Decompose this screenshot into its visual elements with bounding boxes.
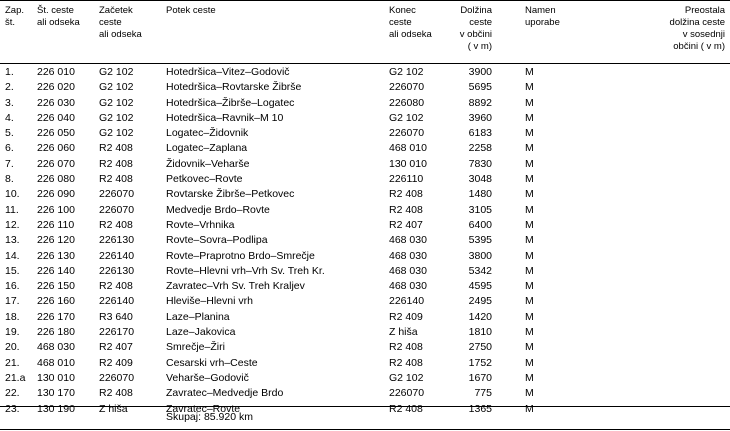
- header-row-number: [5, 5, 24, 29]
- cell-road-course: Rovte–Vrhnika: [166, 218, 235, 231]
- cell-road-number: 226 100: [37, 203, 75, 216]
- cell-usage: M: [525, 310, 534, 323]
- cell-row-number: 16.: [5, 280, 20, 293]
- header-road-course: [166, 5, 216, 17]
- cell-road-start: 226130: [99, 234, 135, 247]
- cell-road-start: 226070: [99, 203, 135, 216]
- cell-road-course: Medvedje Brdo–Rovte: [166, 203, 270, 216]
- table-row: [0, 371, 730, 386]
- cell-road-end: 468 030: [389, 280, 427, 293]
- cell-road-number: 226 180: [37, 326, 75, 339]
- cell-road-end: R2 408: [389, 203, 423, 216]
- cell-road-start: R2 408: [99, 280, 133, 293]
- cell-road-number: 226 020: [37, 81, 75, 94]
- cell-row-number: 12.: [5, 218, 20, 231]
- cell-road-start: R2 408: [99, 157, 133, 170]
- cell-row-number: 3.: [5, 96, 14, 109]
- header-line: št.: [5, 17, 16, 28]
- cell-row-number: 11.: [5, 203, 19, 216]
- header-line: ceste: [469, 17, 492, 28]
- table-row: [0, 233, 730, 248]
- table-row: [0, 111, 730, 126]
- cell-row-number: 22.: [5, 387, 20, 400]
- cell-row-number: 7.: [5, 157, 14, 170]
- table-row: [0, 65, 730, 80]
- cell-road-number: 226 170: [37, 310, 75, 323]
- cell-length-in-municipality: 1420: [468, 310, 492, 323]
- cell-road-end: 468 010: [389, 142, 427, 155]
- total-length: Skupaj: 85.920 km: [166, 411, 253, 423]
- cell-road-end: 468 030: [389, 249, 427, 262]
- cell-road-number: 226 030: [37, 96, 75, 109]
- cell-usage: M: [525, 66, 534, 78]
- table-row: [0, 264, 730, 279]
- cell-road-start: 226070: [99, 371, 135, 384]
- table-row: [0, 218, 730, 233]
- table-row: [0, 279, 730, 294]
- cell-road-end: R2 408: [389, 188, 423, 201]
- cell-usage: M: [525, 371, 534, 384]
- cell-length-in-municipality: 8892: [468, 96, 492, 109]
- cell-road-end: 226080: [389, 96, 425, 109]
- cell-road-number: 130 190: [37, 402, 75, 415]
- cell-road-end: 226110: [389, 173, 424, 186]
- cell-usage: M: [525, 142, 534, 155]
- cell-road-start: Z hiša: [99, 402, 128, 415]
- cell-road-start: R2 409: [99, 356, 133, 369]
- header-road-start: [99, 5, 142, 41]
- cell-road-course: Laze–Planina: [166, 310, 230, 323]
- cell-row-number: 2.: [5, 81, 14, 94]
- cell-length-in-municipality: 5342: [468, 264, 492, 277]
- cell-row-number: 21.a: [5, 371, 26, 384]
- cell-road-number: 130 010: [37, 371, 75, 384]
- cell-road-number: 130 170: [37, 387, 75, 400]
- cell-road-end: Z hiša: [389, 326, 418, 339]
- cell-road-end: G2 102: [389, 371, 424, 384]
- header-line: Konec: [389, 5, 416, 16]
- cell-length-in-municipality: 7830: [468, 157, 492, 170]
- cell-road-course: Smrečje–Žiri: [166, 341, 225, 354]
- cell-length-in-municipality: 5695: [468, 81, 492, 94]
- table-body: [0, 65, 730, 417]
- cell-usage: M: [525, 218, 534, 231]
- cell-road-number: 226 070: [37, 157, 75, 170]
- cell-road-number: 468 030: [37, 341, 75, 354]
- cell-road-start: G2 102: [99, 127, 134, 140]
- cell-road-course: Logatec–Židovnik: [166, 127, 249, 140]
- table-row: [0, 172, 730, 187]
- cell-road-start: G2 102: [99, 111, 134, 124]
- cell-row-number: 14.: [5, 249, 20, 262]
- cell-road-end: R2 408: [389, 341, 423, 354]
- cell-row-number: 6.: [5, 142, 14, 155]
- cell-road-number: 226 110: [37, 218, 75, 231]
- cell-road-start: 226130: [99, 264, 135, 277]
- cell-road-end: 226070: [389, 387, 425, 400]
- cell-length-in-municipality: 1365: [468, 402, 492, 415]
- cell-road-course: Rovte–Praprotno Brdo–Smrečje: [166, 249, 315, 262]
- cell-road-end: 226070: [389, 81, 425, 94]
- cell-road-number: 226 040: [37, 111, 75, 124]
- header-usage: [525, 5, 560, 29]
- cell-usage: M: [525, 387, 534, 400]
- cell-road-number: 226 050: [37, 127, 75, 140]
- cell-road-start: 226140: [99, 249, 135, 262]
- cell-usage: M: [525, 203, 534, 216]
- cell-usage: M: [525, 280, 534, 293]
- table-row: [0, 157, 730, 172]
- cell-road-course: Židovnik–Veharše: [166, 157, 250, 170]
- cell-road-course: Rovte–Hlevni vrh–Vrh Sv. Treh Kr.: [166, 264, 325, 277]
- cell-usage: M: [525, 234, 534, 247]
- table-row: [0, 126, 730, 141]
- header-line: Preostala: [684, 5, 725, 16]
- cell-length-in-municipality: 6183: [468, 127, 492, 140]
- cell-road-course: Veharše–Godovič: [166, 371, 249, 384]
- cell-road-number: 226 060: [37, 142, 75, 155]
- cell-road-end: G2 102: [389, 111, 424, 124]
- cell-road-start: G2 102: [99, 81, 134, 94]
- cell-row-number: 19.: [5, 326, 20, 339]
- header-line: v sosednji: [682, 29, 725, 40]
- cell-length-in-municipality: 1670: [468, 371, 492, 384]
- header-line: ali odseka: [37, 17, 80, 28]
- cell-road-course: Laze–Jakovica: [166, 326, 236, 339]
- cell-road-number: 226 080: [37, 173, 75, 186]
- header-line: uporabe: [525, 17, 560, 28]
- cell-length-in-municipality: 3800: [468, 249, 492, 262]
- cell-road-start: 226140: [99, 295, 135, 308]
- cell-usage: M: [525, 96, 534, 109]
- cell-row-number: 18.: [5, 310, 20, 323]
- cell-row-number: 20.: [5, 341, 20, 354]
- cell-road-course: Hotedršica–Rovtarske Žibrše: [166, 81, 302, 94]
- cell-road-number: 226 150: [37, 280, 75, 293]
- table-row: [0, 340, 730, 355]
- table-row: [0, 203, 730, 218]
- cell-road-end: R2 408: [389, 402, 423, 415]
- cell-road-course: Zavratec–Medvedje Brdo: [166, 387, 284, 400]
- cell-road-start: R2 408: [99, 142, 133, 155]
- cell-usage: M: [525, 356, 534, 369]
- header-line: Potek ceste: [166, 5, 216, 16]
- table-row: [0, 356, 730, 371]
- cell-row-number: 17.: [5, 295, 20, 308]
- cell-road-number: 226 140: [37, 264, 75, 277]
- header-bottom-rule: [0, 63, 730, 64]
- header-line: ali odseka: [389, 29, 432, 40]
- cell-road-course: Hotedršica–Ravnik–M 10: [166, 111, 284, 124]
- cell-road-start: 226070: [99, 188, 135, 201]
- cell-length-in-municipality: 4595: [468, 280, 492, 293]
- cell-road-number: 226 120: [37, 234, 75, 247]
- table-row: [0, 249, 730, 264]
- cell-length-in-municipality: 3105: [468, 203, 492, 216]
- cell-length-in-municipality: 775: [474, 387, 492, 400]
- header-remaining-length: [670, 5, 725, 53]
- cell-length-in-municipality: 1480: [468, 188, 492, 201]
- header-road-end: [389, 5, 432, 41]
- cell-road-end: R2 407: [389, 218, 423, 231]
- cell-row-number: 10.: [5, 188, 20, 201]
- cell-road-end: R2 408: [389, 356, 423, 369]
- cell-road-end: 226140: [389, 295, 425, 308]
- header-line: Zap.: [5, 5, 25, 16]
- table-row: [0, 386, 730, 401]
- cell-road-course: Petkovec–Rovte: [166, 173, 243, 186]
- cell-road-course: Hotedršica–Žibrše–Logatec: [166, 96, 295, 109]
- cell-road-start: R2 408: [99, 218, 133, 231]
- cell-usage: M: [525, 173, 534, 186]
- cell-road-number: 468 010: [37, 356, 75, 369]
- cell-road-course: Hleviše–Hlevni vrh: [166, 295, 253, 308]
- cell-road-start: R2 408: [99, 173, 133, 186]
- header-line: občini ( v m): [673, 41, 725, 52]
- table-row: [0, 96, 730, 111]
- header-line: Namen: [525, 5, 556, 16]
- cell-road-start: R3 640: [99, 310, 133, 323]
- header-line: ali odseka: [99, 29, 142, 40]
- table-top-rule: [0, 0, 730, 1]
- cell-length-in-municipality: 1810: [468, 326, 492, 339]
- cell-row-number: 1.: [5, 66, 14, 78]
- cell-road-course: Logatec–Zaplana: [166, 142, 248, 155]
- cell-usage: M: [525, 81, 534, 94]
- cell-row-number: 23.: [5, 402, 20, 415]
- cell-road-start: G2 102: [99, 66, 134, 78]
- header-length-in-municipality: [460, 5, 492, 53]
- cell-length-in-municipality: 3960: [468, 111, 492, 124]
- cell-road-start: R2 407: [99, 341, 133, 354]
- cell-road-course: Rovte–Sovra–Podlipa: [166, 234, 268, 247]
- header-line: Št. ceste: [37, 5, 74, 16]
- cell-usage: M: [525, 111, 534, 124]
- header-line: ceste: [389, 17, 412, 28]
- cell-road-course: Cesarski vrh–Ceste: [166, 356, 258, 369]
- cell-length-in-municipality: 3048: [468, 173, 492, 186]
- cell-road-end: 130 010: [389, 157, 427, 170]
- cell-usage: M: [525, 249, 534, 262]
- cell-length-in-municipality: 5395: [468, 234, 492, 247]
- header-line: dolžina ceste: [669, 17, 725, 28]
- total-top-rule: [0, 406, 730, 407]
- cell-length-in-municipality: 2258: [468, 142, 492, 155]
- header-line: ( v m): [467, 41, 492, 52]
- cell-road-number: 226 010: [37, 66, 75, 78]
- cell-road-course: Zavratec–Rovte: [166, 402, 241, 415]
- cell-length-in-municipality: 3900: [468, 66, 492, 78]
- header-line: v občini: [459, 29, 492, 40]
- cell-usage: M: [525, 295, 534, 308]
- cell-row-number: 21.: [5, 356, 20, 369]
- cell-usage: M: [525, 402, 534, 415]
- cell-length-in-municipality: 2750: [468, 341, 492, 354]
- cell-row-number: 8.: [5, 173, 14, 186]
- cell-road-start: R2 408: [99, 387, 133, 400]
- header-line: Dolžina: [460, 5, 492, 16]
- table-row: [0, 294, 730, 309]
- cell-road-start: 226170: [99, 326, 135, 339]
- cell-road-end: G2 102: [389, 66, 424, 78]
- cell-row-number: 5.: [5, 127, 14, 140]
- cell-usage: M: [525, 326, 534, 339]
- cell-road-course: Rovtarske Žibrše–Petkovec: [166, 188, 295, 201]
- table-bottom-rule: [0, 429, 730, 430]
- cell-road-course: Zavratec–Vrh Sv. Treh Kraljev: [166, 280, 305, 293]
- cell-road-number: 226 090: [37, 188, 75, 201]
- table-row: [0, 325, 730, 340]
- cell-road-start: G2 102: [99, 96, 134, 109]
- cell-road-end: 468 030: [389, 234, 427, 247]
- cell-row-number: 13.: [5, 234, 20, 247]
- table-row: [0, 402, 730, 417]
- cell-usage: M: [525, 188, 534, 201]
- header-road-number: [37, 5, 80, 29]
- cell-usage: M: [525, 157, 534, 170]
- cell-road-number: 226 160: [37, 295, 75, 308]
- cell-usage: M: [525, 127, 534, 140]
- cell-road-end: 226070: [389, 127, 425, 140]
- cell-usage: M: [525, 341, 534, 354]
- cell-length-in-municipality: 1752: [468, 356, 492, 369]
- header-line: Začetek: [99, 5, 133, 16]
- cell-row-number: 15.: [5, 264, 20, 277]
- cell-road-end: 468 030: [389, 264, 427, 277]
- table-row: [0, 187, 730, 202]
- table-row: [0, 141, 730, 156]
- cell-length-in-municipality: 6400: [468, 218, 492, 231]
- cell-length-in-municipality: 2495: [468, 295, 492, 308]
- cell-road-end: R2 409: [389, 310, 423, 323]
- cell-usage: M: [525, 264, 534, 277]
- cell-road-number: 226 130: [37, 249, 75, 262]
- cell-road-course: Hotedršica–Vitez–Godovič: [166, 66, 290, 78]
- table-row: [0, 80, 730, 95]
- header-line: ceste: [99, 17, 122, 28]
- table-row: [0, 310, 730, 325]
- cell-row-number: 4.: [5, 111, 14, 124]
